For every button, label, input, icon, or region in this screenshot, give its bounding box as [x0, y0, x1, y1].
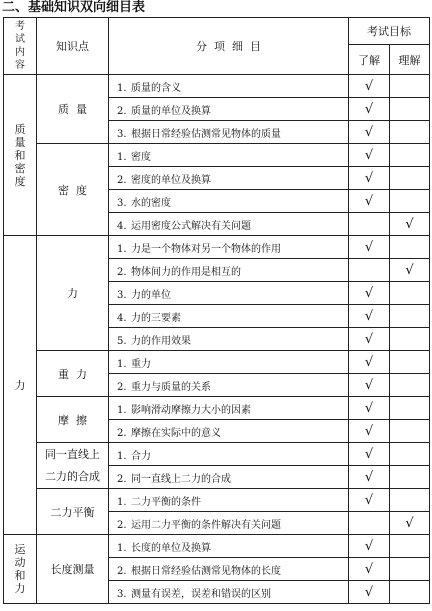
comprehend-check-cell — [390, 121, 430, 144]
page-title: 二、基础知识双向细目表 — [2, 0, 146, 15]
item-text: 影响滑动摩擦力大小的因素 — [131, 404, 251, 416]
table-row — [4, 443, 430, 466]
item-cell — [109, 397, 349, 420]
item-number: 1. — [117, 82, 127, 94]
table-row — [4, 75, 430, 98]
topic-cell: 力 — [37, 236, 109, 351]
item-number: 3. — [117, 289, 127, 301]
comprehend-check-cell — [390, 535, 430, 558]
comprehend-check-cell — [390, 466, 430, 489]
comprehend-check-cell — [390, 305, 430, 328]
item-number: 1. — [117, 450, 127, 462]
comprehend-check-cell — [390, 75, 430, 98]
item-text: 物体间力的作用是相互的 — [131, 266, 241, 278]
item-text: 水的密度 — [131, 197, 171, 209]
item-text: 根据日常经验估测常见物体的长度 — [131, 565, 281, 577]
understand-check-cell — [349, 328, 390, 351]
item-number: 1. — [117, 151, 127, 163]
item-text: 长度的单位及换算 — [131, 542, 211, 554]
item-number: 4. — [117, 220, 127, 232]
item-number: 2. — [117, 519, 127, 531]
header-detail: 分 项 细 目 — [109, 18, 349, 75]
comprehend-check-cell — [390, 374, 430, 397]
comprehend-check-cell — [390, 512, 430, 535]
table-row — [4, 397, 430, 420]
item-text: 运用二力平衡的条件解决有关问题 — [131, 519, 281, 531]
section-content-cell: 运 动 和 力 — [4, 535, 37, 604]
comprehend-check-cell — [390, 328, 430, 351]
understand-check-cell — [349, 167, 390, 190]
item-number: 2. — [117, 266, 127, 278]
item-number: 1. — [117, 358, 127, 370]
header-knowledge: 知识点 — [37, 18, 109, 75]
understand-check-cell — [349, 558, 390, 581]
item-number: 1. — [117, 404, 127, 416]
understand-check-cell — [349, 374, 390, 397]
item-cell — [109, 374, 349, 397]
header-comprehend: 理解 — [390, 45, 430, 75]
understand-check-cell — [349, 259, 390, 282]
item-cell — [109, 512, 349, 535]
understand-check-cell — [349, 420, 390, 443]
item-number: 2. — [117, 174, 127, 186]
understand-check-cell — [349, 236, 390, 259]
check-mark: √ — [364, 147, 374, 163]
topic-cell: 长度测量 — [37, 535, 109, 604]
check-mark: √ — [364, 239, 374, 255]
item-number: 3. — [117, 588, 127, 600]
understand-check-cell — [349, 351, 390, 374]
item-text: 密度的单位及换算 — [131, 174, 211, 186]
comprehend-check-cell — [390, 259, 430, 282]
comprehend-check-cell — [390, 98, 430, 121]
comprehend-check-cell — [390, 581, 430, 604]
check-mark: √ — [364, 469, 374, 485]
item-text: 合力 — [131, 450, 151, 462]
item-number: 2. — [117, 105, 127, 117]
item-cell — [109, 282, 349, 305]
table-body — [4, 75, 430, 604]
table-row — [4, 236, 430, 259]
comprehend-check-cell — [390, 144, 430, 167]
table-row — [4, 351, 430, 374]
item-cell — [109, 75, 349, 98]
comprehend-check-cell — [390, 420, 430, 443]
check-mark: √ — [364, 400, 374, 416]
item-number: 2. — [117, 427, 127, 439]
item-cell — [109, 144, 349, 167]
comprehend-check-cell — [390, 443, 430, 466]
item-text: 摩擦在实际中的意义 — [131, 427, 221, 439]
comprehend-check-cell — [390, 558, 430, 581]
topic-cell: 重 力 — [37, 351, 109, 397]
understand-check-cell — [349, 489, 390, 512]
topic-cell: 密 度 — [37, 144, 109, 236]
understand-check-cell — [349, 190, 390, 213]
understand-check-cell — [349, 144, 390, 167]
item-text: 二力平衡的条件 — [131, 496, 201, 508]
understand-check-cell — [349, 581, 390, 604]
understand-check-cell — [349, 397, 390, 420]
section-content-cell: 力 — [4, 236, 37, 535]
item-text: 密度 — [131, 151, 151, 163]
item-cell — [109, 535, 349, 558]
comprehend-check-cell — [390, 236, 430, 259]
item-number: 5. — [117, 335, 127, 347]
item-text: 力的作用效果 — [131, 335, 191, 347]
check-mark: √ — [364, 101, 374, 117]
table-row — [4, 535, 430, 558]
check-mark: √ — [364, 561, 374, 577]
check-mark: √ — [364, 78, 374, 94]
item-cell — [109, 259, 349, 282]
item-text: 重力 — [131, 358, 151, 370]
item-number: 3. — [117, 197, 127, 209]
check-mark: √ — [364, 170, 374, 186]
item-text: 同一直线上二力的合成 — [131, 473, 231, 485]
item-text: 重力与质量的关系 — [131, 381, 211, 393]
item-text: 运用密度公式解决有关问题 — [131, 220, 251, 232]
understand-check-cell — [349, 75, 390, 98]
topic-cell: 同一直线上 二力的合成 — [37, 443, 109, 489]
understand-check-cell — [349, 213, 390, 236]
understand-check-cell — [349, 466, 390, 489]
topic-cell: 摩 擦 — [37, 397, 109, 443]
item-number: 2. — [117, 473, 127, 485]
check-mark: √ — [364, 538, 374, 554]
comprehend-check-cell — [390, 282, 430, 305]
item-cell — [109, 351, 349, 374]
topic-cell: 二力平衡 — [37, 489, 109, 535]
item-number: 4. — [117, 312, 127, 324]
item-cell — [109, 443, 349, 466]
understand-check-cell — [349, 535, 390, 558]
check-mark: √ — [364, 492, 374, 508]
understand-check-cell — [349, 98, 390, 121]
comprehend-check-cell — [390, 489, 430, 512]
check-mark: √ — [364, 423, 374, 439]
check-mark: √ — [364, 193, 374, 209]
item-cell — [109, 328, 349, 351]
item-number: 1. — [117, 243, 127, 255]
check-mark: √ — [364, 446, 374, 462]
check-mark: √ — [364, 285, 374, 301]
item-cell — [109, 305, 349, 328]
item-number: 2. — [117, 565, 127, 577]
understand-check-cell — [349, 443, 390, 466]
comprehend-check-cell — [390, 351, 430, 374]
comprehend-check-cell — [390, 213, 430, 236]
item-number: 1. — [117, 496, 127, 508]
comprehend-check-cell — [390, 397, 430, 420]
item-cell — [109, 466, 349, 489]
item-text: 质量的含义 — [131, 82, 181, 94]
check-mark: √ — [364, 377, 374, 393]
item-cell — [109, 581, 349, 604]
item-cell — [109, 213, 349, 236]
knowledge-table — [3, 17, 430, 604]
item-cell — [109, 489, 349, 512]
item-cell — [109, 558, 349, 581]
comprehend-check-cell — [390, 190, 430, 213]
item-text: 力的三要素 — [131, 312, 181, 324]
topic-cell: 质 量 — [37, 75, 109, 144]
item-cell — [109, 121, 349, 144]
table-row — [4, 489, 430, 512]
header-content: 考 试 内 容 — [4, 18, 37, 75]
item-number: 3. — [117, 128, 127, 140]
item-cell — [109, 236, 349, 259]
table-row — [4, 144, 430, 167]
item-cell — [109, 190, 349, 213]
item-number: 1. — [117, 542, 127, 554]
item-text: 力的单位 — [131, 289, 171, 301]
check-mark: √ — [364, 331, 374, 347]
understand-check-cell — [349, 305, 390, 328]
check-mark: √ — [364, 124, 374, 140]
understand-check-cell — [349, 282, 390, 305]
check-mark: √ — [405, 216, 414, 232]
item-cell — [109, 98, 349, 121]
header-target: 考试目标 — [349, 18, 430, 45]
section-content-cell: 质 量 和 密 度 — [4, 75, 37, 236]
understand-check-cell — [349, 512, 390, 535]
item-text: 根据日常经验估测常见物体的质量 — [131, 128, 281, 140]
check-mark: √ — [364, 584, 374, 600]
check-mark: √ — [405, 262, 414, 278]
check-mark: √ — [364, 354, 374, 370]
check-mark: √ — [405, 515, 414, 531]
item-text: 质量的单位及换算 — [131, 105, 211, 117]
check-mark: √ — [364, 308, 374, 324]
item-cell — [109, 167, 349, 190]
header-understand: 了解 — [349, 45, 390, 75]
understand-check-cell — [349, 121, 390, 144]
comprehend-check-cell — [390, 167, 430, 190]
item-number: 2. — [117, 381, 127, 393]
item-cell — [109, 420, 349, 443]
item-text: 测量有误差，误差和错误的区别 — [131, 588, 271, 600]
item-text: 力是一个物体对另一个物体的作用 — [131, 243, 281, 255]
